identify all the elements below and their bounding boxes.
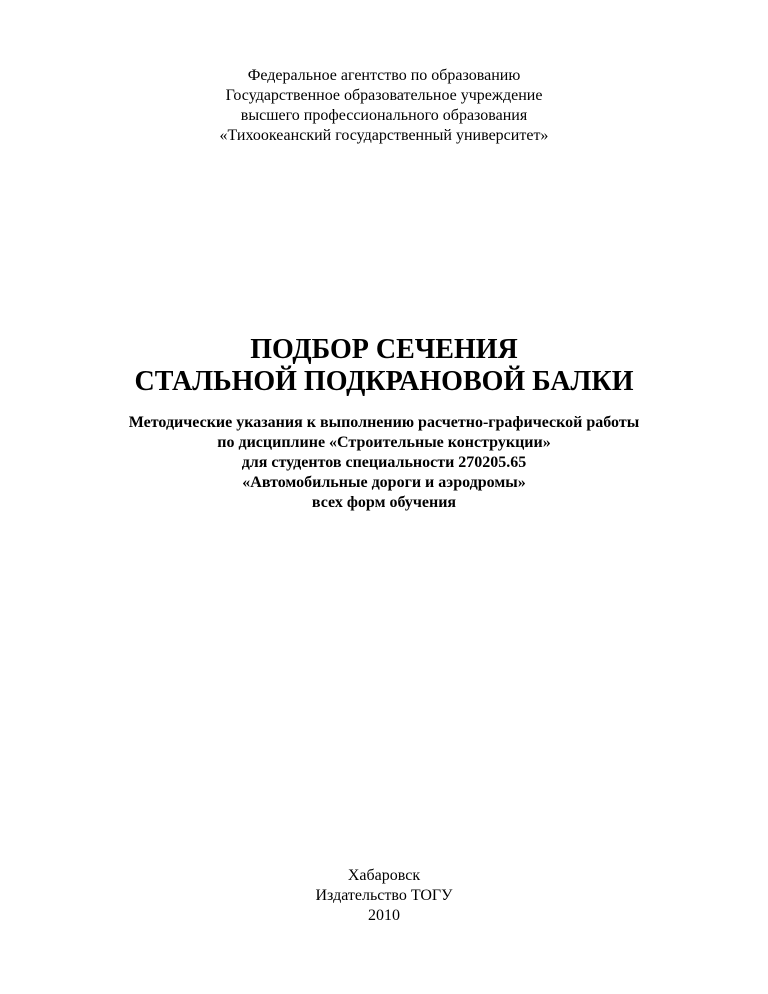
subtitle-line-1: Методические указания к выполнению расчетно-графической работы	[128, 414, 640, 431]
title-line-1: ПОДБОР СЕЧЕНИЯ	[250, 334, 518, 365]
header-line-institution-type: Государственное образовательное учреждение	[225, 87, 543, 104]
header-line-university-name: «Тихоокеанский государственный университет»	[219, 127, 549, 144]
imprint-footer	[0, 866, 768, 926]
subtitle-line-4: «Автомобильные дороги и аэродромы»	[242, 474, 526, 491]
header-line-agency: Федеральное агентство по образованию	[247, 67, 521, 84]
institution-header	[0, 66, 768, 146]
footer-city: Хабаровск	[347, 867, 421, 884]
subtitle-line-5: всех форм обучения	[311, 494, 457, 511]
subtitle-line-2: по дисциплине «Строительные конструкции»	[217, 434, 551, 451]
document-subtitle	[0, 413, 768, 513]
subtitle-line-3: для студентов специальности 270205.65	[241, 454, 527, 471]
document-title	[0, 334, 768, 398]
header-line-education-level: высшего профессионального образования	[240, 107, 528, 124]
footer-publisher: Издательство ТОГУ	[315, 887, 453, 904]
title-line-2: СТАЛЬНОЙ ПОДКРАНОВОЙ БАЛКИ	[134, 366, 634, 397]
footer-year: 2010	[368, 907, 400, 924]
